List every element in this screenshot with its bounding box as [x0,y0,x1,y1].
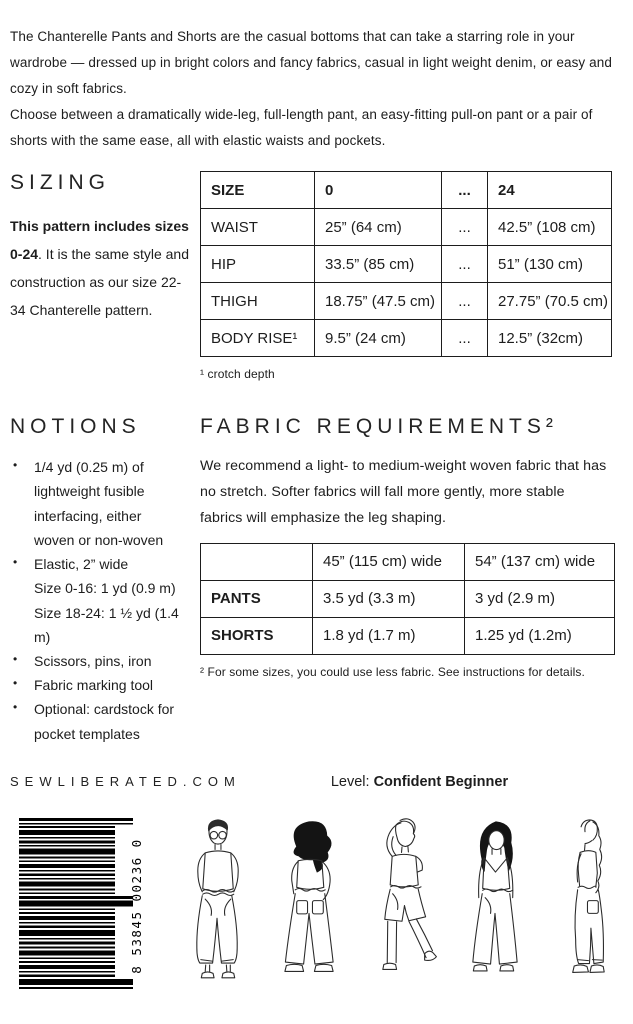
sizing-note [10,212,190,324]
fabric-table-footnote: ² For some sizes, you could use less fabric. See instructions for details. [200,664,585,679]
notions-heading: NOTIONS [10,415,141,439]
table-row [201,209,612,246]
notions-list [10,455,195,746]
table-cell: WAIST [201,209,315,246]
table-row [201,617,615,654]
level-value: Confident Beginner [373,773,509,790]
table-cell: 12.5” (32cm) [488,320,612,357]
table-cell: 1.25 yd (1.2m) [465,617,615,654]
size-table-header: 0 [315,172,442,209]
table-cell: 3 yd (2.9 m) [465,580,615,617]
table-cell: BODY RISE¹ [201,320,315,357]
sizing-section [0,171,633,381]
size-table-header: 24 [488,172,612,209]
list-item: • 1/4 yd (0.25 m) of lightweight fusible interfacing, either woven or non-woven [10,455,185,552]
pattern-illustrations [172,816,633,998]
table-cell: PANTS [201,580,313,617]
upc-barcode [12,816,162,994]
table-cell [201,543,313,580]
list-item: • Scissors, pins, iron [10,649,185,673]
table-cell: HIP [201,246,315,283]
barcode-digits: 8 53845 00236 0 [129,838,144,974]
skill-level [331,774,508,790]
table-cell: 54” (137 cm) wide [465,543,615,580]
table-row [201,283,612,320]
intro-text [0,0,633,154]
fabric-table [200,543,615,655]
level-label: Level: [330,773,370,790]
size-table [200,171,612,357]
size-table-header-row [201,172,612,209]
table-row [201,320,612,357]
barcode-bars-icon [19,818,141,990]
figure-wide-leg-pants-back [264,816,356,998]
figure-wide-leg-pants-front [448,816,540,998]
fabric-intro: We recommend a light- to medium-weight woven fabric that has no stretch. Softer fabrics will fall more gently, more stable fabrics will emphasize the leg shaping. [200,458,607,526]
table-cell: 51” (130 cm) [488,246,612,283]
table-cell: 25” (64 cm) [315,209,442,246]
size-table-header: SIZE [201,172,315,209]
bottom-strip [0,816,633,998]
table-cell: 33.5” (85 cm) [315,246,442,283]
footer [0,774,633,790]
size-table-header: ... [442,172,488,209]
notions-fabric-section [0,415,633,746]
table-cell: 45” (115 cm) wide [313,543,465,580]
table-row [201,246,612,283]
list-item: Size 18-24: 1 ½ yd (1.4 m) [34,604,179,645]
list-item: • Optional: cardstock for pocket templates [10,697,185,745]
table-cell: 9.5” (24 cm) [315,320,442,357]
figure-pull-on-pants-front [172,816,264,998]
table-cell: THIGH [201,283,315,320]
size-table-footnote: ¹ crotch depth [200,367,275,382]
figure-tapered-pants-side [540,816,632,998]
intro-paragraph-1: The Chanterelle Pants and Shorts are the casual bottoms that can take a starring role in your wardrobe — dressed up in bright colors and fancy fabrics, casual in light weight denim, or easy and cozy in soft fabrics. [10,29,612,97]
table-cell: 27.75” (70.5 cm) [488,283,612,320]
list-item: • Fabric marking tool [10,673,185,697]
table-cell: SHORTS [201,617,313,654]
sizing-note-rest: . It is the same style and construction as our size 22-34 Chanterelle pattern. [10,246,189,319]
table-cell: ... [442,320,488,357]
table-row [201,580,615,617]
table-cell: ... [442,209,488,246]
fabric-heading: FABRIC REQUIREMENTS² [200,415,558,439]
figure-shorts-front [356,816,448,998]
list-item: Size 0-16: 1 yd (0.9 m) [34,580,176,597]
table-cell: 3.5 yd (3.3 m) [313,580,465,617]
table-cell: 42.5” (108 cm) [488,209,612,246]
table-cell: 1.8 yd (1.7 m) [313,617,465,654]
fabric-table-header-row [201,543,615,580]
sizing-note-bold: This pattern includes sizes 0-24 [10,218,189,263]
table-cell: ... [442,246,488,283]
list-item: • Elastic, 2” wide [10,552,185,576]
sizing-heading: SIZING [10,171,111,195]
website-text: SEWLIBERATED.COM [10,773,241,789]
table-cell: 18.75” (47.5 cm) [315,283,442,320]
table-cell: ... [442,283,488,320]
intro-paragraph-2: Choose between a dramatically wide-leg, full-length pant, an easy-fitting pull-on pant or a pair of shorts with the same ease, all with elastic waists and pockets. [10,107,593,149]
